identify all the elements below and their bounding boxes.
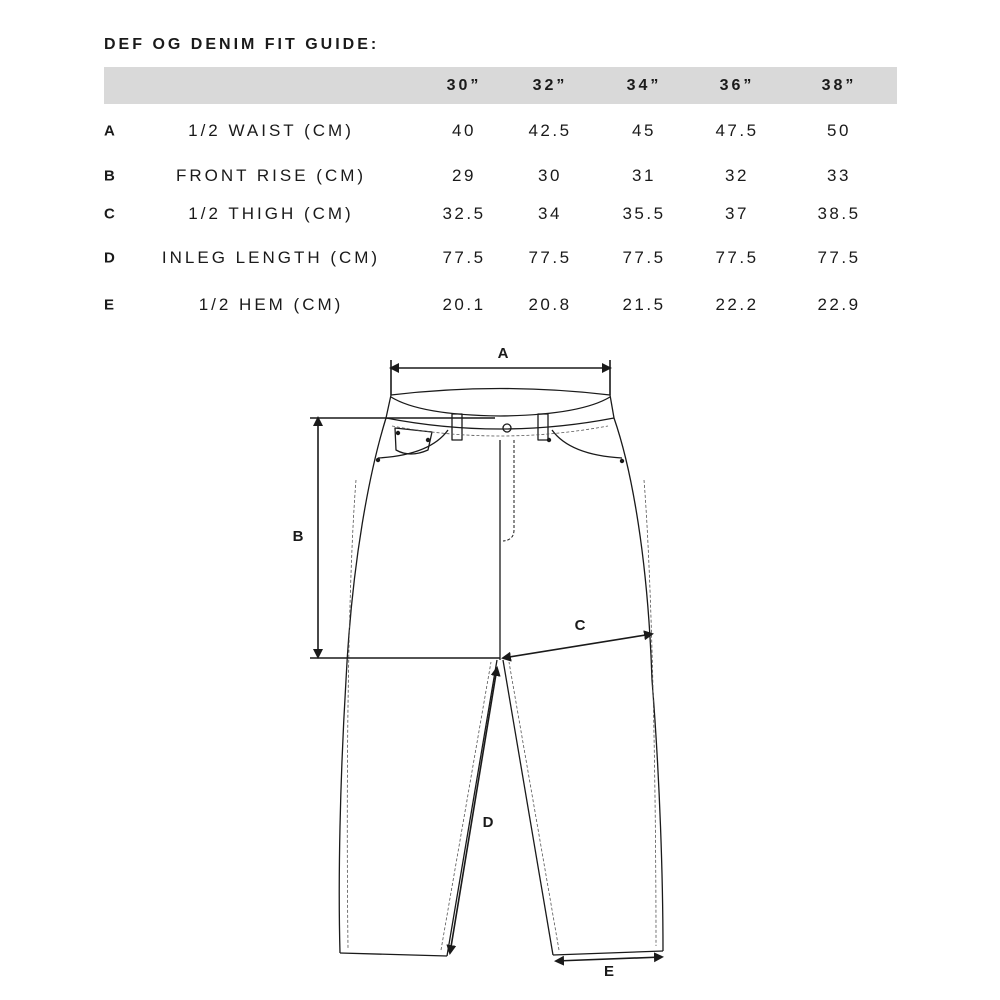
table-cell: 20.1 xyxy=(442,295,486,314)
table-cell: 45 xyxy=(632,121,656,140)
table-cell: 42.5 xyxy=(528,121,572,140)
row-key-e: E xyxy=(104,296,115,314)
table-cell: 22.2 xyxy=(715,295,759,314)
row-label-waist: 1/2 WAIST (CM) xyxy=(188,121,354,140)
size-header-36: 36” xyxy=(719,77,755,94)
row-label-inleg: INLEG LENGTH (CM) xyxy=(161,248,381,267)
measure-label-c: C xyxy=(574,617,586,634)
measurement-lines xyxy=(310,360,662,961)
table-cell: 33 xyxy=(827,166,851,185)
table-cell: 77.5 xyxy=(442,248,486,267)
table-cell: 40 xyxy=(452,121,476,140)
fit-guide-title: DEF OG DENIM FIT GUIDE: xyxy=(104,36,380,53)
table-cell: 77.5 xyxy=(622,248,666,267)
measure-label-a: A xyxy=(497,345,509,362)
table-cell: 77.5 xyxy=(528,248,572,267)
table-cell: 30 xyxy=(538,166,562,185)
table-cell: 32.5 xyxy=(442,204,486,223)
row-key-a: A xyxy=(104,122,115,140)
table-cell: 37 xyxy=(725,204,749,223)
row-label-thigh: 1/2 THIGH (CM) xyxy=(188,204,354,223)
size-header-34: 34” xyxy=(626,77,662,94)
measure-label-e: E xyxy=(603,963,615,980)
table-cell: 77.5 xyxy=(715,248,759,267)
row-key-d: D xyxy=(104,249,115,267)
table-cell: 29 xyxy=(452,166,476,185)
measure-label-d: D xyxy=(482,814,494,831)
table-cell: 47.5 xyxy=(715,121,759,140)
size-header-32: 32” xyxy=(532,77,568,94)
row-label-front-rise: FRONT RISE (CM) xyxy=(175,166,367,185)
row-label-hem: 1/2 HEM (CM) xyxy=(198,295,344,314)
table-cell: 31 xyxy=(632,166,656,185)
table-cell: 50 xyxy=(827,121,851,140)
table-cell: 34 xyxy=(538,204,562,223)
measure-label-b: B xyxy=(292,528,304,545)
stitching xyxy=(347,426,656,950)
table-cell: 77.5 xyxy=(817,248,861,267)
table-cell: 38.5 xyxy=(817,204,861,223)
table-cell: 22.9 xyxy=(817,295,861,314)
table-cell: 32 xyxy=(725,166,749,185)
row-key-c: C xyxy=(104,205,115,223)
size-header-30: 30” xyxy=(446,77,482,94)
table-cell: 20.8 xyxy=(528,295,572,314)
row-key-b: B xyxy=(104,167,115,185)
table-cell: 21.5 xyxy=(622,295,666,314)
jeans-outline xyxy=(339,389,663,957)
table-cell: 35.5 xyxy=(622,204,666,223)
size-header-38: 38” xyxy=(821,77,857,94)
